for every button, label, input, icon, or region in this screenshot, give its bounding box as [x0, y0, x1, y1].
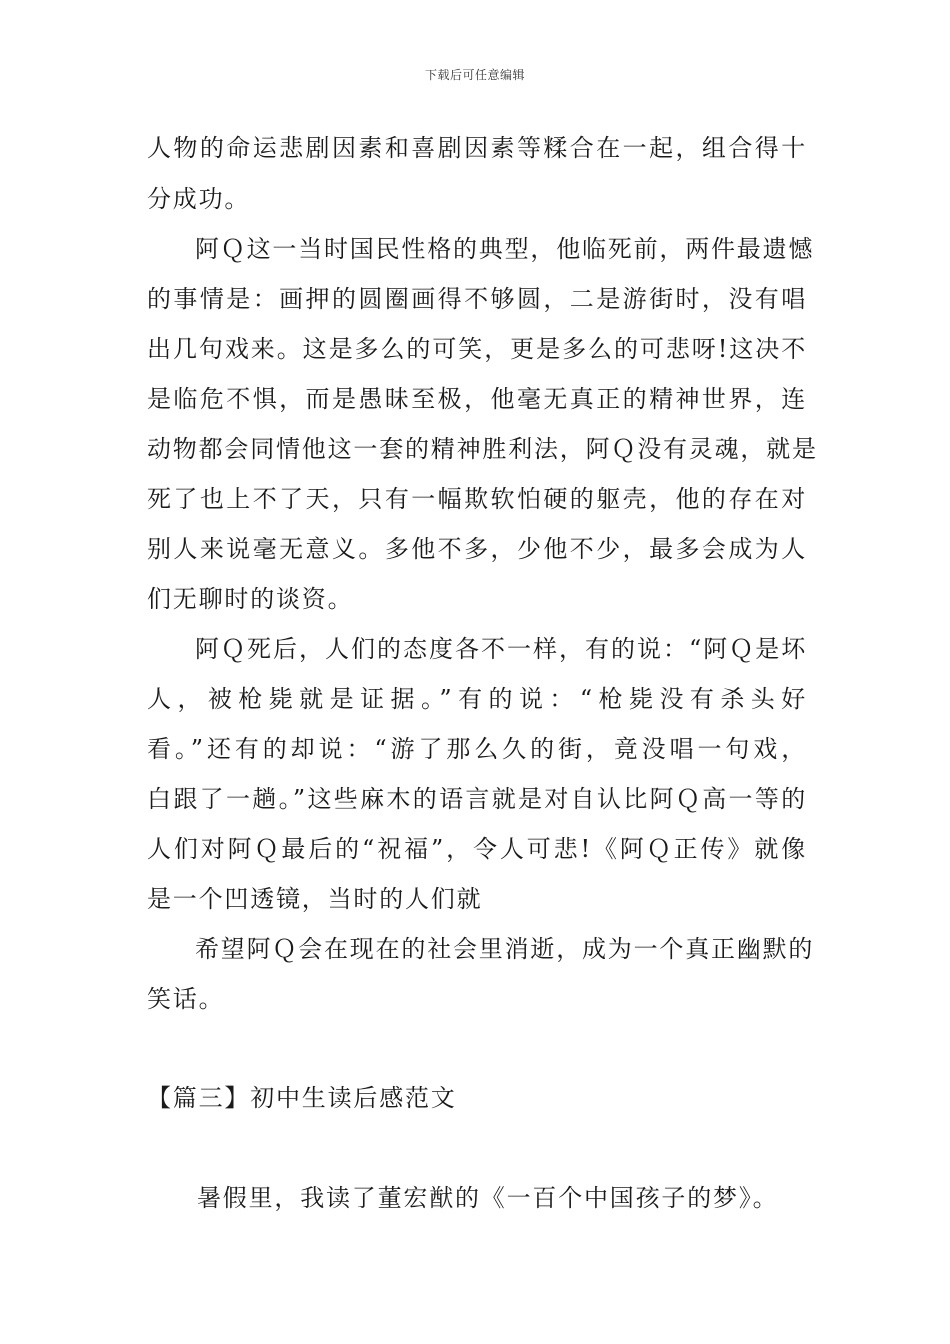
paragraph-line: 的事情是：画押的圆圈画得不够圆，二是游街时，没有唱 — [147, 285, 807, 313]
paragraph-line: 们无聊时的谈资。 — [147, 585, 354, 613]
paragraph-line: 阿Ｑ这一当时国民性格的典型，他临死前，两件最遗憾 — [195, 235, 815, 263]
paragraph-line: 出几句戏来。这是多么的可笑，更是多么的可悲呀!这决不 — [147, 335, 807, 363]
paragraph-line: 人，被枪毙就是证据。”有的说：“枪毙没有杀头好 — [147, 685, 807, 713]
paragraph-line: 希望阿Ｑ会在现在的社会里消逝，成为一个真正幽默的 — [195, 935, 815, 963]
paragraph-line: 看。”还有的却说：“游了那么久的街，竟没唱一句戏， — [147, 735, 807, 763]
paragraph-line: 死了也上不了天，只有一幅欺软怕硬的躯壳，他的存在对 — [147, 485, 807, 513]
paragraph-line: 笑话。 — [147, 985, 225, 1013]
paragraph-line: 阿Ｑ死后，人们的态度各不一样，有的说：“阿Ｑ是坏 — [195, 635, 807, 663]
section-title: 【篇三】初中生读后感范文 — [147, 1084, 457, 1112]
paragraph-line: 别人来说毫无意义。多他不多，少他不少，最多会成为人 — [147, 535, 807, 563]
page-header: 下载后可任意编辑 — [424, 68, 525, 82]
paragraph-line: 是临危不惧，而是愚昧至极，他毫无真正的精神世界，连 — [147, 385, 807, 413]
paragraph-line: 动物都会同情他这一套的精神胜利法，阿Ｑ没有灵魂，就是 — [147, 435, 818, 463]
paragraph-line: 白跟了一趟。”这些麻木的语言就是对自认比阿Ｑ高一等的 — [147, 785, 807, 813]
paragraph-line: 人们对阿Ｑ最后的“祝福”，令人可悲!《阿Ｑ正传》就像 — [147, 835, 807, 863]
paragraph-line: 暑假里，我读了董宏猷的《一百个中国孩子的梦》。 — [197, 1184, 779, 1212]
paragraph-line: 分成功。 — [147, 185, 251, 213]
paragraph-line: 是一个凹透镜，当时的人们就 — [147, 885, 483, 913]
paragraph-line: 人物的命运悲剧因素和喜剧因素等糅合在一起，组合得十 — [147, 134, 807, 162]
